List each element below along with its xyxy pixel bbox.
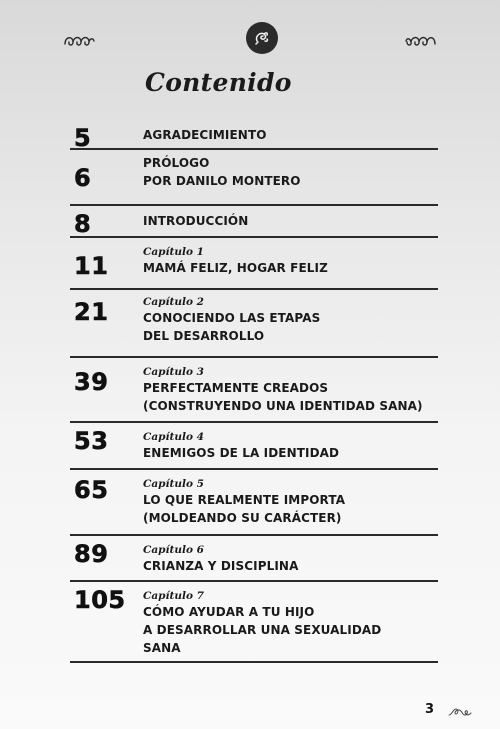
chapter-label: Capítulo 7 <box>143 590 204 602</box>
toc-entry <box>70 470 438 536</box>
toc-entry <box>70 150 438 206</box>
toc-page-number: 105 <box>74 586 126 614</box>
toc-page-number: 65 <box>74 476 109 504</box>
toc-entry-title: SANA <box>143 641 181 655</box>
table-of-contents <box>70 120 438 663</box>
toc-entry-text <box>143 431 339 462</box>
toc-entry-title: AGRADECIMIENTO <box>143 128 267 142</box>
toc-entry-title: MAMÁ FELIZ, HOGAR FELIZ <box>143 261 328 275</box>
toc-entry-title: A DESARROLLAR UNA SEXUALIDAD <box>143 623 382 637</box>
toc-entry <box>70 238 438 290</box>
toc-entry <box>70 290 438 358</box>
toc-entry-text <box>143 154 301 190</box>
toc-page-number: 89 <box>74 540 109 568</box>
page-number: 3 <box>425 702 435 717</box>
toc-page-number: 39 <box>74 368 109 396</box>
toc-entry-title: CÓMO AYUDAR A TU HIJO <box>143 605 315 619</box>
toc-entry-text <box>143 212 248 230</box>
toc-entry-title: (MOLDEANDO SU CARÁCTER) <box>143 511 342 525</box>
toc-entry-title: CRIANZA Y DISCIPLINA <box>143 559 299 573</box>
toc-entry <box>70 206 438 238</box>
chapter-label: Capítulo 1 <box>143 246 204 258</box>
toc-entry-text <box>143 366 423 415</box>
chapter-label: Capítulo 5 <box>143 478 204 490</box>
swirl-badge-icon <box>246 22 278 54</box>
chapter-label: Capítulo 2 <box>143 296 204 308</box>
toc-page-number: 5 <box>74 124 92 152</box>
toc-entry-title: CONOCIENDO LAS ETAPAS <box>143 311 321 325</box>
toc-entry <box>70 536 438 582</box>
toc-entry-text <box>143 544 298 575</box>
toc-entry-title: PERFECTAMENTE CREADOS <box>143 381 329 395</box>
toc-entry-text <box>143 478 345 527</box>
chapter-label: Capítulo 3 <box>143 366 204 378</box>
toc-entry <box>70 358 438 423</box>
chapter-label: Capítulo 4 <box>143 431 204 443</box>
chapter-label: Capítulo 6 <box>143 544 204 556</box>
toc-entry-title: POR DANILO MONTERO <box>143 174 301 188</box>
contents-heading: Contenido <box>145 68 292 97</box>
swirl-flourish-icon <box>448 706 472 718</box>
toc-entry-title: LO QUE REALMENTE IMPORTA <box>143 493 346 507</box>
toc-entry-text <box>143 296 320 345</box>
toc-entry-title: INTRODUCCIÓN <box>143 214 249 228</box>
toc-page-number: 21 <box>74 298 109 326</box>
toc-entry-text <box>143 590 381 657</box>
toc-entry <box>70 423 438 470</box>
toc-entry-text <box>143 246 328 277</box>
toc-page-number: 6 <box>74 164 92 192</box>
toc-entry-title: (CONSTRUYENDO UNA IDENTIDAD SANA) <box>143 399 423 413</box>
toc-entry-title: PRÓLOGO <box>143 156 210 170</box>
toc-entry <box>70 582 438 663</box>
toc-page-number: 8 <box>74 210 92 238</box>
toc-entry-title: DEL DESARROLLO <box>143 329 265 343</box>
toc-entry <box>70 120 438 150</box>
toc-page-number: 53 <box>74 427 109 455</box>
toc-page-number: 11 <box>74 252 109 280</box>
swirl-ornament-icon <box>404 32 438 50</box>
toc-entry-text <box>143 126 267 144</box>
swirl-ornament-icon <box>62 32 96 50</box>
toc-entry-title: ENEMIGOS DE LA IDENTIDAD <box>143 446 340 460</box>
